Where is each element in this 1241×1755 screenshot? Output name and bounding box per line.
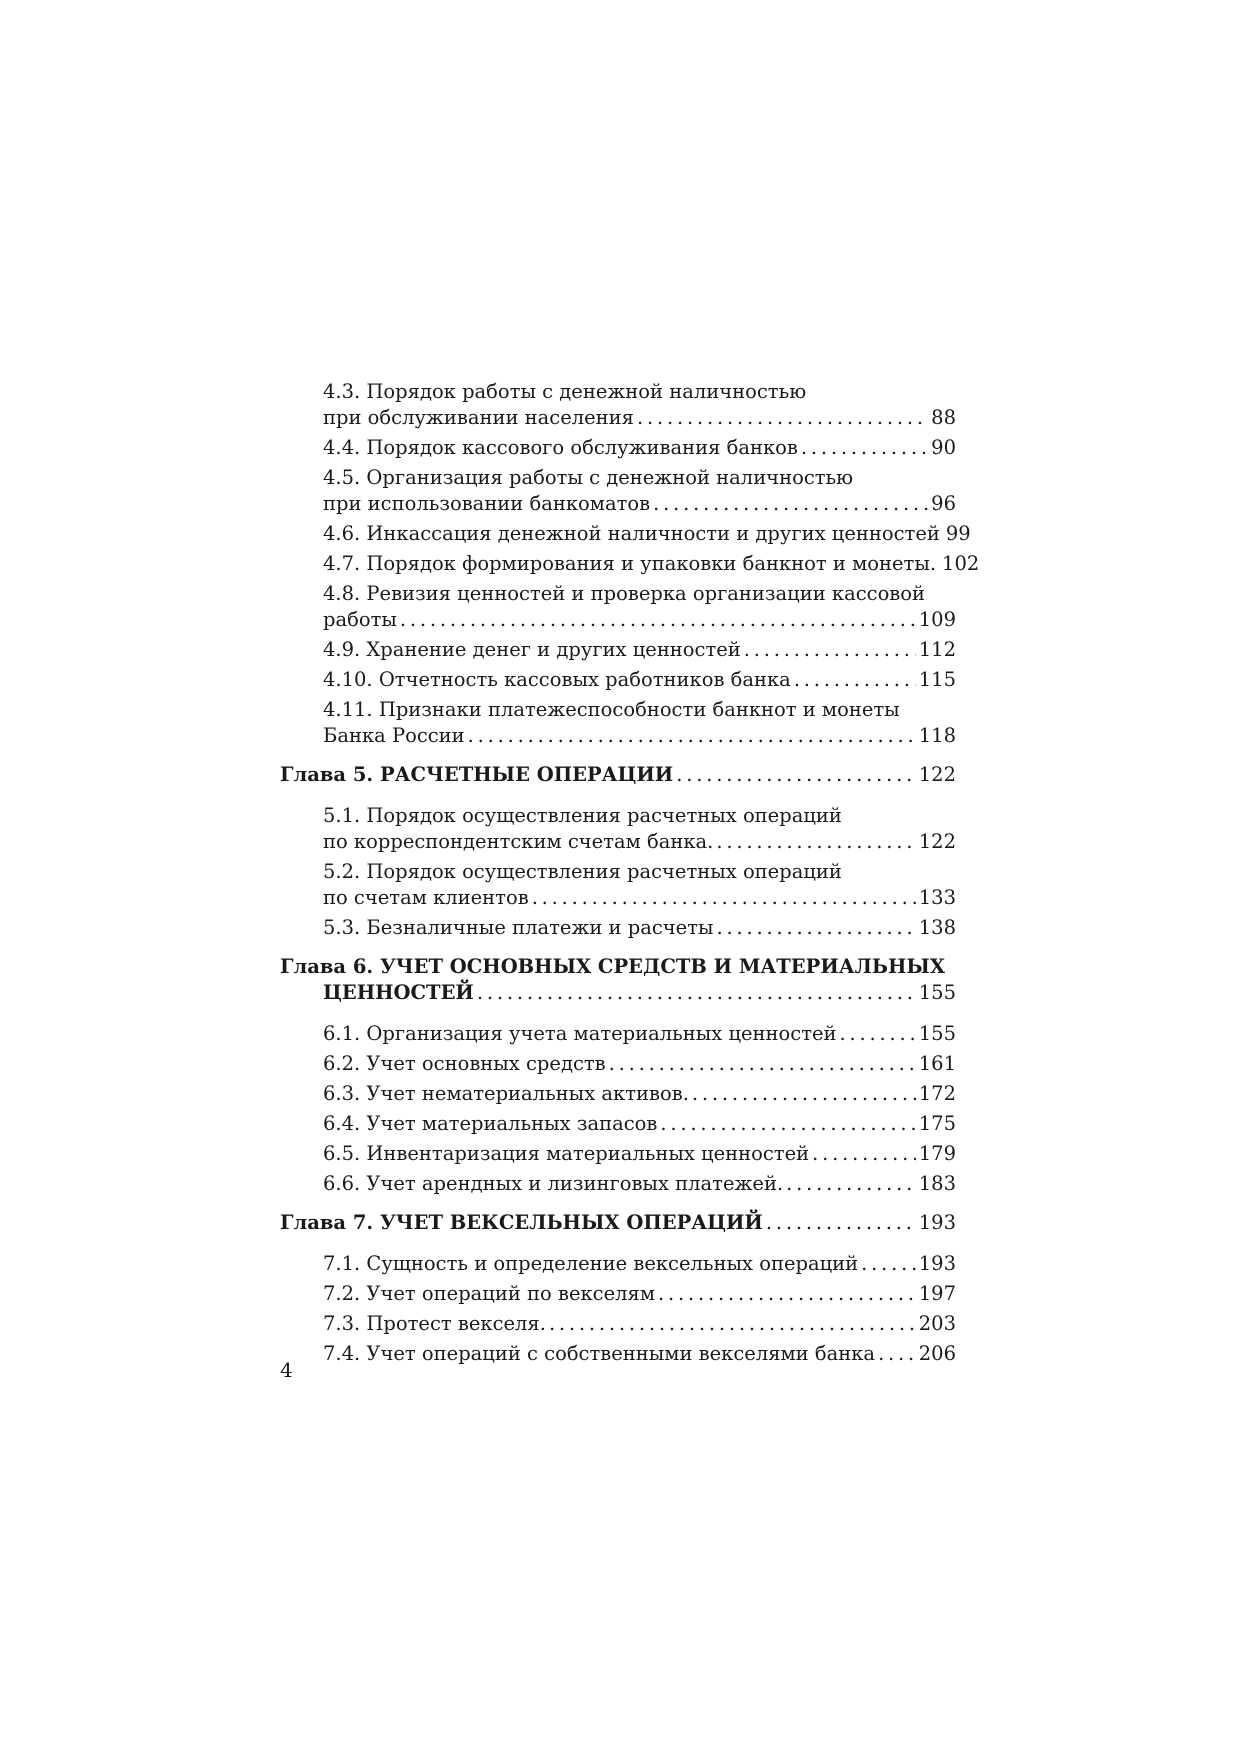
- dot-leader: [609, 1051, 916, 1077]
- toc-entry-title-line1: 4.5. Организация работы с денежной наличностью: [323, 466, 854, 489]
- toc-entry-4-5: [280, 465, 956, 517]
- toc-entry-title: 6.5. Инвентаризация материальных ценностей: [323, 1142, 810, 1165]
- dot-leader: [840, 1021, 916, 1047]
- toc-entry-title: Банка России: [323, 724, 465, 747]
- dot-leader: [549, 1311, 916, 1337]
- toc-entry-4-7: [280, 551, 980, 577]
- toc-entry-title: 7.1. Сущность и определение вексельных операций: [323, 1252, 859, 1275]
- dot-leader: [532, 885, 916, 911]
- toc-page-number: 96: [931, 492, 956, 515]
- toc-page-number: 193: [918, 1211, 956, 1234]
- toc-entry-4-10: [280, 667, 956, 693]
- toc-entry-title: при использовании банкоматов: [323, 492, 651, 515]
- toc-page-number: 193: [918, 1252, 956, 1275]
- toc-page-number: 175: [918, 1112, 956, 1135]
- dot-leader: [717, 915, 916, 941]
- toc-entry-5-1: [280, 803, 956, 855]
- toc-page-number: 122: [918, 763, 956, 786]
- toc-entry-title: 6.4. Учет материальных запасов: [323, 1112, 658, 1135]
- toc-entry-title: 4.6. Инкассация денежной наличности и других ценностей: [323, 522, 940, 545]
- toc-entry-7-3: [280, 1311, 956, 1337]
- toc-chapter-6: [280, 954, 956, 1006]
- dot-leader: [400, 607, 916, 633]
- toc-entry-title-line1: 4.3. Порядок работы с денежной наличностью: [323, 380, 807, 403]
- dot-leader: [766, 1210, 916, 1236]
- toc-page-number: 99: [945, 522, 971, 545]
- toc-entry-7-1: [280, 1251, 956, 1277]
- dot-leader: [477, 980, 916, 1006]
- toc-page-number: 138: [918, 916, 956, 939]
- toc-entry-title: 6.6. Учет арендных и лизинговых платежей.: [323, 1172, 784, 1195]
- toc-entry-title: 6.2. Учет основных средств: [323, 1052, 606, 1075]
- toc-entry-title: 4.4. Порядок кассового обслуживания банков: [323, 436, 798, 459]
- toc-page-number: 172: [918, 1082, 956, 1105]
- toc-entry-title: по корреспондентским счетам банка.: [323, 830, 714, 853]
- dot-leader: [692, 1081, 916, 1107]
- dot-leader: [653, 491, 928, 517]
- dot-leader: [794, 667, 916, 693]
- toc-entry-4-4: [280, 435, 956, 461]
- toc-page-number: 112: [918, 638, 956, 661]
- toc-entry-title: 7.3. Протест векселя.: [323, 1312, 546, 1335]
- toc-entry-title: работы: [323, 608, 397, 631]
- toc-entry-title: 7.2. Учет операций по векселям: [323, 1282, 655, 1305]
- dot-leader: [878, 1341, 916, 1367]
- toc-page-number: 109: [918, 608, 956, 631]
- toc-chapter-title: Глава 5. РАСЧЕТНЫЕ ОПЕРАЦИИ: [280, 763, 674, 786]
- toc-page-number: 122: [918, 830, 956, 853]
- toc-page-number: 161: [918, 1052, 956, 1075]
- toc-entry-title-line1: 4.8. Ревизия ценностей и проверка организации кассовой: [323, 582, 926, 605]
- toc-entry-5-3: [280, 915, 956, 941]
- toc-page-number: 155: [918, 981, 956, 1004]
- toc-page-number: 183: [918, 1172, 956, 1195]
- toc-entry-title-line1: 5.1. Порядок осуществления расчетных операций: [323, 804, 842, 827]
- toc-entry-6-2: [280, 1051, 956, 1077]
- dot-leader: [744, 637, 916, 663]
- toc-entry-7-4: [280, 1341, 956, 1367]
- toc-entry-6-6: [280, 1171, 956, 1197]
- dot-leader: [468, 723, 916, 749]
- toc-chapter-title: ЦЕННОСТЕЙ: [323, 981, 474, 1004]
- toc-entry-title: при обслуживании населения: [323, 406, 634, 429]
- toc-entry-7-2: [280, 1281, 956, 1307]
- toc-entry-title: 4.10. Отчетность кассовых работников банка: [323, 668, 791, 691]
- toc-chapter-7: [280, 1210, 956, 1236]
- table-of-contents: [280, 379, 980, 1371]
- toc-entry-title-line1: 5.2. Порядок осуществления расчетных операций: [323, 860, 842, 883]
- toc-entry-title: 4.7. Порядок формирования и упаковки банкнот и монеты.: [323, 552, 937, 575]
- dot-leader: [801, 435, 928, 461]
- toc-page-number: 179: [918, 1142, 956, 1165]
- toc-page-number: 206: [918, 1342, 956, 1365]
- toc-page-number: 155: [918, 1022, 956, 1045]
- toc-entry-title: 5.3. Безналичные платежи и расчеты: [323, 916, 714, 939]
- toc-chapter-title: Глава 7. УЧЕТ ВЕКСЕЛЬНЫХ ОПЕРАЦИЙ: [280, 1211, 763, 1234]
- toc-entry-6-3: [280, 1081, 956, 1107]
- toc-page-number: 118: [918, 724, 956, 747]
- dot-leader: [716, 829, 915, 855]
- toc-page-number: 133: [918, 886, 956, 909]
- dot-leader: [812, 1141, 916, 1167]
- toc-entry-6-4: [280, 1111, 956, 1137]
- dot-leader: [658, 1281, 916, 1307]
- toc-entry-title: 7.4. Учет операций с собственными векселями банка: [323, 1342, 876, 1365]
- dot-leader: [660, 1111, 915, 1137]
- toc-entry-title: 4.9. Хранение денег и других ценностей: [323, 638, 741, 661]
- toc-entry-5-2: [280, 859, 956, 911]
- toc-entry-6-5: [280, 1141, 956, 1167]
- toc-entry-4-3: [280, 379, 956, 431]
- toc-entry-4-6: [280, 521, 971, 547]
- toc-chapter-title-line1: Глава 6. УЧЕТ ОСНОВНЫХ СРЕДСТВ И МАТЕРИАЛЬНЫХ: [280, 955, 945, 978]
- toc-entry-title: 6.3. Учет нематериальных активов.: [323, 1082, 689, 1105]
- toc-page-number: 88: [931, 406, 956, 429]
- page-number: 4: [280, 1358, 293, 1382]
- toc-page-number: 115: [918, 668, 956, 691]
- toc-page-number: 197: [918, 1282, 956, 1305]
- dot-leader: [676, 762, 916, 788]
- dot-leader: [861, 1251, 916, 1277]
- toc-entry-title: 6.1. Организация учета материальных ценностей: [323, 1022, 837, 1045]
- toc-page-number: 203: [918, 1312, 956, 1335]
- toc-entry-4-8: [280, 581, 956, 633]
- toc-entry-title-line1: 4.11. Признаки платежеспособности банкнот и монеты: [323, 698, 900, 721]
- dot-leader: [786, 1171, 916, 1197]
- toc-entry-4-11: [280, 697, 956, 749]
- toc-entry-title: по счетам клиентов: [323, 886, 529, 909]
- toc-entry-4-9: [280, 637, 956, 663]
- toc-entry-6-1: [280, 1021, 956, 1047]
- toc-chapter-5: [280, 762, 956, 788]
- toc-page-number: 102: [942, 552, 980, 575]
- dot-leader: [637, 405, 928, 431]
- toc-page-number: 90: [931, 436, 956, 459]
